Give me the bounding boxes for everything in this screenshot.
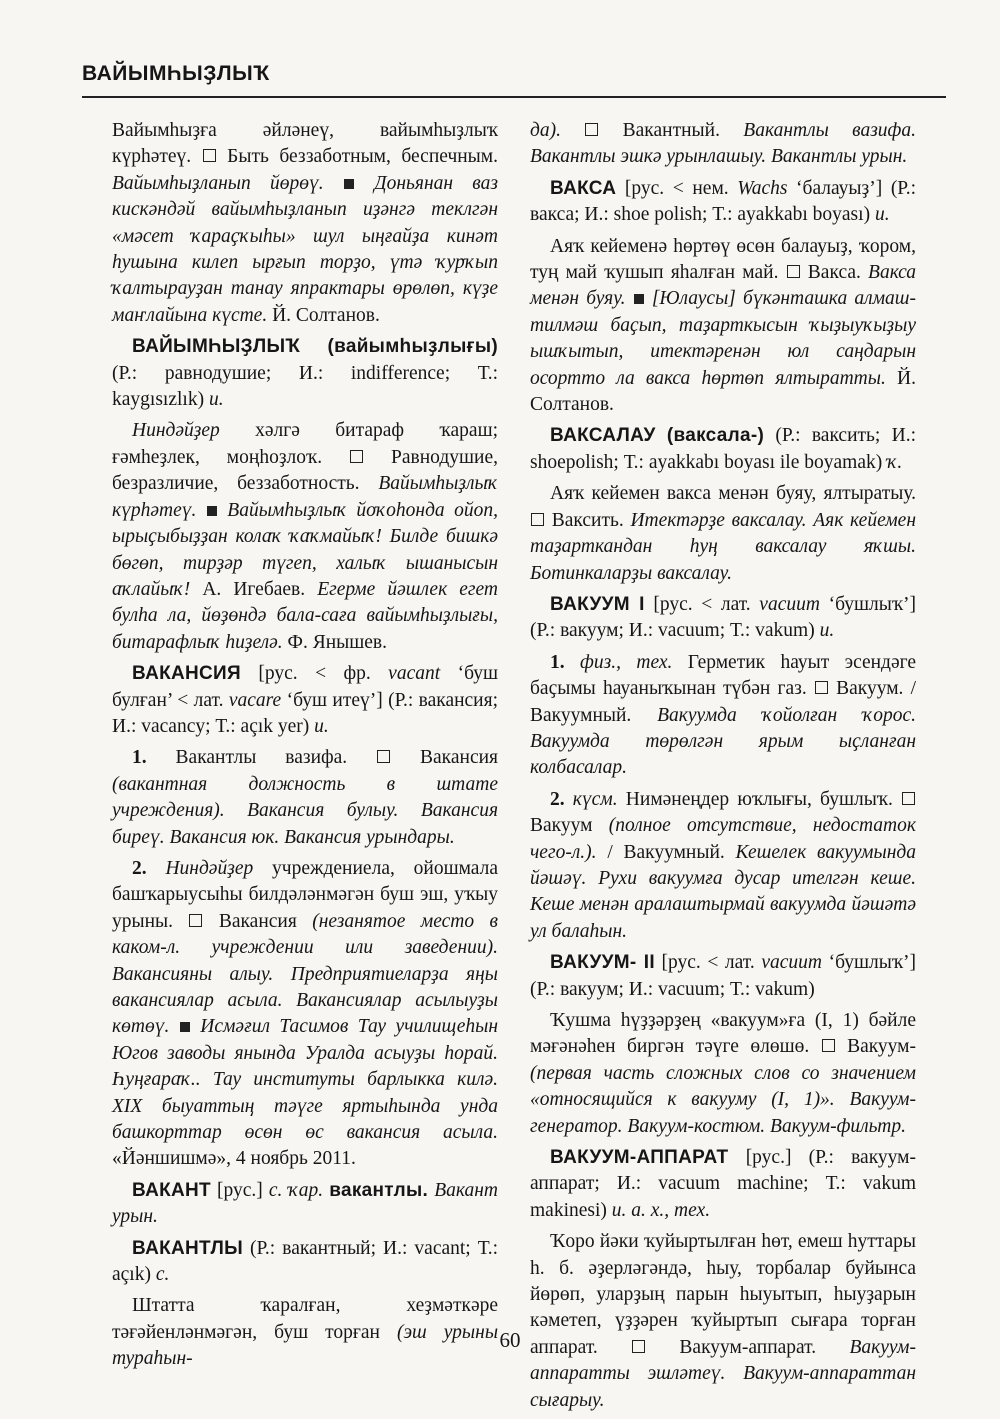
entry-vaksa: ВАКСА [рус. < нем. Wachs ‘балауыҙ’] (Р.: вакса; И.: shoe polish; Т.: ayakkabı boyası) и.	[530, 177, 917, 226]
entry-continuation: Вайымһыҙға әйләнеү, вайымһыҙлыҡ күрһәтеү. Быть беззаботным, беспечным. Вайымһыҙланып йөрөү. Доньянан ваз кискәндәй вайымһыҙланып иҙәнгә теклгән «мәсет ҡараҫҡыһы» шул ыңғайҙа кинәт һушына килеп ырғып торҙо, үтә ҡурҡып ҡалтырауҙан танау япрактары өрөлөп, күҙе маҥлайына күсте. Й. Солтанов.	[112, 120, 498, 326]
page-number: 60	[499, 1328, 521, 1352]
entry-vakansiya: ВАКАНСИЯ [рус. < фр. vacant ‘буш булған’ < лат. vacare ‘буш итеү’] (Р.: вакансия; И.: vacancy; Т.: açık yer) и.	[112, 663, 499, 737]
right-column	[530, 118, 916, 1419]
translation-marker	[585, 123, 598, 136]
entry-definition: Аяҡ кейемен вакса менән буяу, ялтыратыу. Ваксить. Итектәрҙе ваксалау. Аяк кейемен таҙарткандан һуң ваксалау яҡшы. Ботинкаларҙы ваксалау.	[530, 483, 917, 584]
headword: ВАКСАЛАУ	[550, 425, 656, 447]
headword: ВАКСА	[550, 177, 617, 199]
entry-vakuum-1: ВАКУУМ I [рус. < лат. vacuum ‘бушлыҡ’] (Р.: вакуум; И.: vacuum; Т.: vakum) и.	[530, 593, 917, 642]
quote-marker	[634, 294, 644, 304]
translation-marker	[787, 265, 800, 278]
entry-vaiymhyzlyk: ВАЙЫМҺЫҘЛЫҠ (вайымһыҙлығы) (Р.: равнодушие; И.: indifference; Т.: kaygısızlık) и.	[112, 336, 498, 411]
entry-vakant: ВАКАНТ [рус.] с. ҡар. вакантлы. Вакант урын.	[112, 1179, 498, 1228]
headword: ВАЙЫМҺЫҘЛЫҠ	[132, 336, 301, 358]
quote-marker	[344, 179, 354, 189]
translation-marker	[531, 513, 544, 526]
translation-marker	[189, 914, 202, 927]
header-rule	[82, 96, 946, 98]
entry-sense-1: 1. Вакантлы вазифа. Вакансия (вакантная должность в штате учреждения). Вакансия булыу. Вакансия биреү. Вакансия юк. Вакансия урындары.	[112, 747, 499, 848]
translation-marker	[815, 681, 828, 694]
headword: ВАКУУМ-АППАРАТ	[550, 1147, 729, 1169]
entry-sense-2: 2. күсм. Нимәнеңдер юҡлығы, бушлыҡ. Вакуум (полное отсутствие, недостаток чего-л.). / Вакуумный. Кешелек вакуумында йәшәү. Рухи вакуумға дусар ителгән кеше. Кеше менән аралаштырмай вакуумда йәшәтә ул балаһын.	[530, 788, 916, 942]
headword: ВАКАНТЛЫ	[132, 1237, 244, 1259]
entry-vakantly: ВАКАНТЛЫ (Р.: вакантный; И.: vacant; Т.: açık) с.	[112, 1237, 498, 1286]
left-column	[112, 118, 498, 1378]
headword: ВАКУУМ I	[550, 593, 645, 615]
entry-sense-2: 2. Ниндәйҙер учреждениела, ойошмала башҡарыусыһы билдәләнмәгән буш эш, уҡыу урыны. Вакансия (незанятое место в каком-л. учреждении или заведении). Вакансияны алыу. Предприятиеларҙа яңы вакансиялар асыла. Вакансиялар асылыуҙы көтөү. Исмәғил Тасимов Тау училищеһын Югов заводы янында Уралда асыуҙы һорай. Һуңғараҡ.. Тау институты барлыкка килә. XIX быуаттың тәүге яртыһында унда башкорттар өсөн өс вакансия асыла. «Йәншишмә», 4 ноябрь 2011.	[112, 857, 499, 1170]
entry-definition: Ҡоро йәки ҡуйыртылған һөт, емеш һуттары һ. б. әҙерләгәндә, һыу, торбалар буйынса йөрөп, уларҙың парын һыуытып, һыуҙарын кәметеп, үҙҙәрен ҡуйыртып сығара торған аппарат. Вакуум-аппарат. Вакуум-аппаратты эшләтеү. Вакуум-аппараттан сығарыу.	[530, 1231, 916, 1411]
entry-vakuum-apparat: ВАКУУМ-АППАРАТ [рус.] (Р.: вакуум-аппарат; И.: vacuum machine; Т.: vakum makinesi) и. а. х., тех.	[530, 1147, 916, 1221]
translation-marker	[902, 792, 915, 805]
entry-definition: Аяҡ кейеменә һөртөү өсөн балауыҙ, ҡором, туң май ҡушып яһалған май. Вакса. Вакса менән буяу. [Юлаусы] бүкәнташка алмаш-тилмәш баҫып, таҙарткысын ҡыҙыуҡыҙыу ышҡытып, итектәренән юл саңдарын осортто ла вакса һөртөп ялтыратты. Й. Солтанов.	[530, 235, 916, 416]
quote-marker	[207, 506, 217, 516]
running-head: ВАЙЫМҺЫҘЛЫҠ	[82, 62, 270, 85]
headword: ВАКУУМ- II	[550, 952, 655, 974]
translation-marker	[350, 450, 363, 463]
entry-vakuum-2: ВАКУУМ- II [рус. < лат. vacuum ‘бушлыҡ’] (Р.: вакуум; И.: vacuum; Т.: vakum)	[530, 952, 917, 1000]
translation-marker	[203, 149, 216, 162]
entry-sense-1: 1. физ., тех. Герметик һауыт эсендәге баҫымы һауаныҡынан түбән газ. Вакуум. / Вакуумный. Вакуумда ҡойолған ҡорос. Вакуумда төрөлгән ярым ыҫланған колбасалар.	[530, 651, 917, 779]
entry-definition: Ҡушма һүҙҙәрҙең «вакуум»ға (I, 1) бәйле мәғәнәһен биргән тәүге өлөшө. Вакуум- (первая часть сложных слов со значением «относящийся к вакууму (I, 1)». Вакуум-генератор. Вакуум-костюм. Вакуум-фильтр.	[530, 1010, 917, 1137]
headword: ВАКАНТ	[132, 1179, 211, 1201]
entry-definition: Штатта ҡаралған, хеҙмәткәре тәғәйенләнмәгән, буш торған (эш урыны тураһын-	[112, 1295, 499, 1370]
headword: ВАКАНСИЯ	[132, 663, 241, 685]
translation-marker	[822, 1039, 835, 1052]
entry-definition: Ниндәйҙер хәлгә битараф ҡараш; ғәмһеҙлек, моңһоҙлоҡ. Равнодушие, безразличие, беззаботность. Вайымһыҙлыҡ күрһәтеү. Вайымһыҙлыҡ йоҡоһонда ойоп, ырыҫыбыҙҙан колаҡ ҡаҡмайыҡ! Билде бишкә бөгөп, тирҙәр түгеп, халыҡ ышанысын аҡлайыҡ! А. Игебаев. Егерме йәшлек егет булһа ла, йөҙөндә бала-саға вайымһыҙлығы, битарафлыҡ һиҙелә. Ф. Янышев.	[112, 420, 499, 653]
entry-continuation: да). Вакантный. Вакантлы вазифа. Вакантлы эшкә урынлашыу. Вакантлы урын.	[530, 120, 917, 168]
entry-vaksalau: ВАКСАЛАУ (ваксала-) (Р.: ваксить; И.: shoepolish; Т.: ayakkabı boyası ile boyamak) ҡ.	[530, 425, 916, 473]
quote-marker	[180, 1022, 190, 1032]
translation-marker	[377, 750, 390, 763]
